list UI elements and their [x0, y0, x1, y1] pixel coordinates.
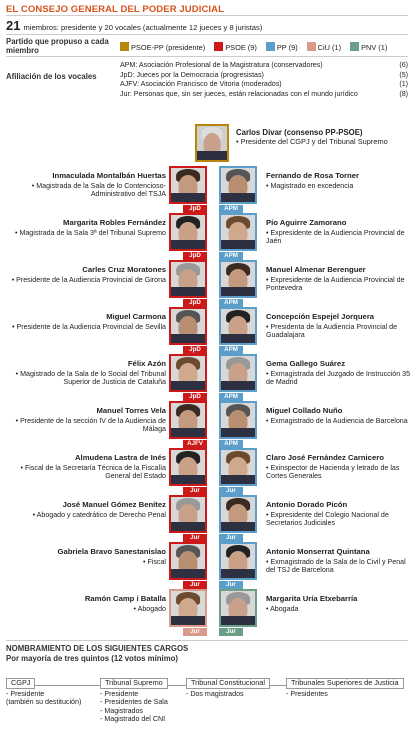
member-photo	[169, 401, 207, 439]
member-row	[0, 260, 414, 306]
affiliation-badge: Jur	[183, 628, 207, 636]
member-info	[6, 266, 166, 284]
appointment-head: Tribunales Superiores de Justicia	[286, 678, 404, 689]
member-role: • Magistrada de la Sala de lo Contencioso-Administrativo del TSJA	[31, 181, 166, 199]
affiliation-count: (5)	[399, 70, 408, 79]
president-role: • Presidente del CGPJ y del Tribunal Supremo	[236, 137, 388, 146]
affiliation-badge: Jur	[183, 534, 207, 542]
legend-label: PSOE (9)	[225, 43, 257, 52]
member-photo	[219, 307, 257, 345]
member-name: Claro José Fernández Carnicero	[266, 453, 384, 462]
member-photo	[219, 166, 257, 204]
affiliation-badge: JpD	[183, 393, 207, 401]
member-role: • Presidente de la Audiencia Provincial de Sevilla	[12, 322, 166, 331]
member-name: José Manuel Gómez Benítez	[62, 500, 166, 509]
appointment-column	[100, 678, 168, 724]
member-role: • Abogado y catedrático de Derecho Penal	[32, 510, 166, 519]
affiliation-badge: AJFV	[183, 440, 207, 448]
member-name: Gema Gallego Suárez	[266, 359, 346, 368]
member-photo	[219, 448, 257, 486]
member-info	[6, 501, 166, 519]
legend-item	[266, 42, 298, 52]
member-role: • Fiscal	[143, 557, 166, 566]
president-photo	[195, 124, 229, 162]
member-info	[266, 501, 412, 528]
appointment-column	[6, 678, 81, 707]
appointments-subtitle: Por mayoría de tres quintos (12 votos mínimo)	[6, 653, 178, 663]
member-row	[0, 307, 414, 353]
member-photo	[169, 495, 207, 533]
affiliation-item	[120, 90, 408, 100]
member-info	[6, 454, 166, 481]
member-role: • Fiscal de la Secretaría Técnica de la Fiscalía General del Estado	[20, 463, 166, 481]
legend-item	[120, 42, 205, 52]
president-info	[236, 128, 388, 146]
affiliation-badge: Jur	[219, 581, 243, 589]
legend-item	[214, 42, 257, 52]
member-name: Félix Azón	[127, 359, 166, 368]
member-name: Margarita Robles Fernández	[63, 218, 166, 227]
affiliation-label: Afiliación de los vocales	[6, 72, 97, 81]
member-name: Miguel Collado Nuño	[266, 406, 343, 415]
member-row	[0, 495, 414, 541]
divider	[6, 15, 408, 16]
appointment-head: CGPJ	[6, 678, 35, 689]
affiliation-badge: Jur	[219, 628, 243, 636]
member-info	[6, 407, 166, 434]
divider	[6, 34, 408, 35]
page-title: EL CONSEJO GENERAL DEL PODER JUDICIAL	[6, 4, 225, 15]
member-role: • Magistrada de la Sala 3ª del Tribunal Supremo	[14, 228, 166, 237]
member-info	[6, 172, 166, 199]
affiliation-badge: APM	[219, 346, 243, 354]
member-role: • Abogado	[133, 604, 166, 613]
appointment-column	[186, 678, 270, 698]
affiliation-badge: JpD	[183, 252, 207, 260]
member-photo	[219, 213, 257, 251]
member-info	[266, 595, 412, 613]
member-name: Gabriela Bravo Sanestanislao	[57, 547, 166, 556]
affiliation-text: JpD: Jueces por la Democracia (progresistas)	[120, 70, 264, 79]
member-info	[266, 266, 412, 293]
member-row	[0, 354, 414, 400]
affiliation-item	[120, 71, 408, 81]
member-role: • Exinspector de Hacienda y letrado de las Cortes Generales	[266, 463, 400, 481]
member-row	[0, 166, 414, 212]
appointment-item: - Presidente	[100, 689, 139, 698]
member-name: Manuel Torres Vela	[96, 406, 166, 415]
appointments-heading: NOMBRAMIENTO DE LOS SIGUIENTES CARGOS	[6, 644, 189, 653]
legend-label: CiU (1)	[317, 43, 342, 52]
member-role: • Presidente de la sección IV de la Audiencia de Málaga	[15, 416, 166, 434]
member-name: Fernando de Rosa Torner	[266, 171, 359, 180]
member-name: Antonio Dorado Picón	[266, 500, 348, 509]
members-text: miembros: presidente y 20 vocales (actualmente 12 jueces y 8 juristas)	[23, 23, 263, 32]
member-info	[6, 548, 166, 566]
appointment-item: - Presidente	[6, 689, 45, 698]
affiliation-badge: APM	[219, 393, 243, 401]
affiliation-badge: APM	[219, 299, 243, 307]
affiliation-item	[120, 61, 408, 71]
appointment-head: Tribunal Constitucional	[186, 678, 270, 689]
member-name: Inmaculada Montalbán Huertas	[52, 171, 166, 180]
member-photo	[169, 307, 207, 345]
appointment-item: - Dos magistrados	[186, 689, 244, 698]
member-row	[0, 589, 414, 635]
legend-label: PNV (1)	[361, 43, 388, 52]
member-role: • Expresidente del Colegio Nacional de Secretarios Judiciales	[266, 510, 389, 528]
member-name: Ramón Camp i Batalla	[84, 594, 166, 603]
member-name: Margarita Uría Etxebarría	[266, 594, 358, 603]
member-photo	[219, 589, 257, 627]
member-role: • Presidenta de la Audiencia Provincial de Guadalajara	[266, 322, 398, 340]
legend-label: PP (9)	[276, 43, 298, 52]
members-summary	[6, 18, 262, 33]
member-photo	[169, 166, 207, 204]
member-photo	[169, 589, 207, 627]
member-info	[266, 172, 412, 190]
affiliation-item	[120, 80, 408, 90]
affiliation-badge: APM	[219, 205, 243, 213]
appointment-item: - Magistrado del CNI	[100, 715, 166, 724]
legend-item	[307, 42, 341, 52]
affiliation-badge: APM	[219, 440, 243, 448]
member-photo	[219, 495, 257, 533]
member-info	[266, 407, 412, 425]
affiliation-count: (8)	[399, 89, 408, 98]
member-row	[0, 542, 414, 588]
member-name: Concepción Espejel Jorquera	[266, 312, 375, 321]
member-photo	[219, 542, 257, 580]
member-photo	[169, 260, 207, 298]
appointment-head: Tribunal Supremo	[100, 678, 168, 689]
legend-swatch	[214, 42, 223, 51]
member-info	[6, 313, 166, 331]
member-photo	[169, 213, 207, 251]
legend-swatch	[350, 42, 359, 51]
appointments-title	[6, 644, 188, 663]
affiliation-badge: Jur	[183, 487, 207, 495]
member-info	[266, 219, 412, 246]
member-info	[266, 313, 412, 340]
member-photo	[219, 401, 257, 439]
affiliation-text: AJFV: Asociación Francisco de Vitoria (moderados)	[120, 80, 282, 88]
affiliation-badge: JpD	[183, 299, 207, 307]
legend-item	[350, 42, 387, 52]
divider	[6, 56, 408, 57]
legend-swatch	[120, 42, 129, 51]
party-legend	[120, 42, 387, 52]
affiliation-badge: Jur	[183, 581, 207, 589]
legend-swatch	[266, 42, 275, 51]
member-name: Miguel Carmona	[106, 312, 166, 321]
member-name: Carles Cruz Moratones	[82, 265, 166, 274]
member-role: • Abogada	[266, 604, 299, 613]
member-row	[0, 401, 414, 447]
member-row	[0, 213, 414, 259]
members-count: 21	[6, 18, 21, 33]
affiliation-list	[120, 61, 408, 99]
appointment-item: (también su destitución)	[6, 698, 82, 707]
member-name: Almudena Lastra de Inés	[75, 453, 166, 462]
member-photo	[169, 448, 207, 486]
affiliation-count: (1)	[399, 80, 408, 88]
member-info	[266, 360, 412, 387]
member-photo	[219, 260, 257, 298]
member-role: • Presidente de la Audiencia Provincial de Girona	[11, 275, 166, 284]
member-info	[6, 360, 166, 387]
member-info	[6, 219, 166, 237]
member-role: • Magistrado de la Sala de lo Social del Tribunal Superior de Justicia de Cataluña	[15, 369, 166, 387]
proposal-label: Partido que propuso a cada miembro	[6, 37, 109, 55]
affiliation-badge: Jur	[219, 534, 243, 542]
member-name: Pío Aguirre Zamorano	[266, 218, 347, 227]
legend-label: PSOE-PP (presidente)	[131, 43, 206, 52]
member-photo	[219, 354, 257, 392]
member-photo	[169, 354, 207, 392]
member-info	[266, 454, 412, 481]
member-role: • Magistrado en excedencia	[266, 181, 354, 190]
affiliation-badge: APM	[219, 252, 243, 260]
affiliation-count: (6)	[399, 61, 408, 69]
legend-swatch	[307, 42, 316, 51]
member-photo	[169, 542, 207, 580]
divider	[6, 640, 408, 641]
appointment-item: - Magistrados	[100, 706, 143, 715]
member-role: • Exmagistrado de la Audiencia de Barcelona	[266, 416, 408, 425]
affiliation-text: APM: Asociación Profesional de la Magistratura (conservadores)	[120, 61, 323, 69]
member-role: • Expresidente de la Audiencia Provincial de Jaén	[266, 228, 405, 246]
affiliation-badge: Jur	[219, 487, 243, 495]
president-name: Carlos Divar (consenso PP-PSOE)	[236, 128, 363, 137]
member-role: • Exmagistrada del Juzgado de Instrucción 35 de Madrid	[266, 369, 411, 387]
member-info	[6, 595, 166, 613]
member-name: Manuel Almenar Berenguer	[266, 265, 366, 274]
affiliation-text: Jur: Personas que, sin ser jueces, están relacionadas con el mundo jurídico	[120, 89, 358, 98]
appointment-item: - Presidentes de Sala	[100, 698, 168, 707]
member-info	[266, 548, 412, 575]
member-role: • Expresidente de la Audiencia Provincial de Pontevedra	[266, 275, 405, 293]
member-name: Antonio Monserrat Quintana	[266, 547, 370, 556]
affiliation-badge: JpD	[183, 346, 207, 354]
member-row	[0, 448, 414, 494]
member-role: • Exmagistrado de la Sala de lo Civil y Penal del TSJ de Barcelona	[266, 557, 406, 575]
affiliation-badge: JpD	[183, 205, 207, 213]
appointment-item: - Presidentes	[286, 689, 328, 698]
appointment-column	[286, 678, 404, 698]
